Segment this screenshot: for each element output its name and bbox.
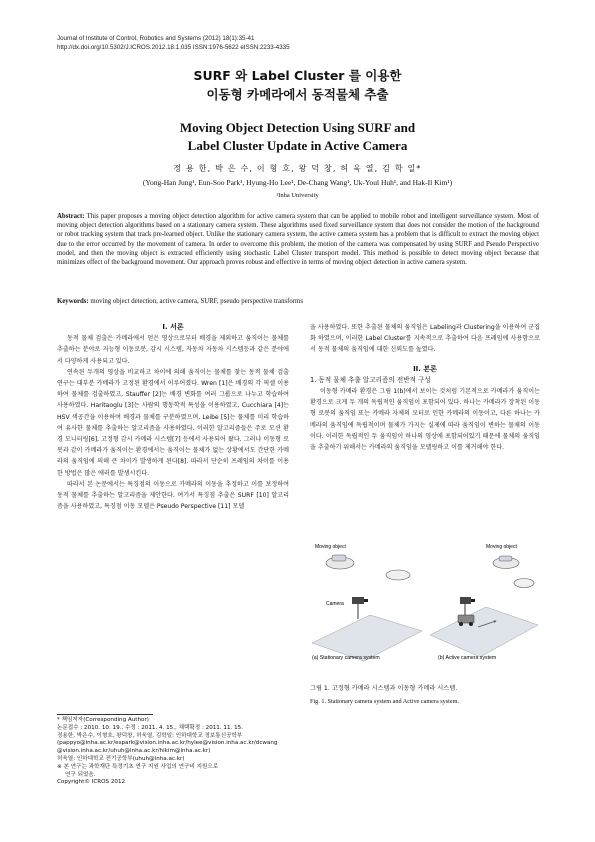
abstract-label: Abstract: — [57, 213, 85, 220]
intro-paragraph-2: 연속된 두개의 영상을 비교하고 차이에 의해 움직이는 물체를 찾는 동적 물체 검출 연구는 대부분 카메라가 고정된 환경에서 이루어졌다. Wren [1]은 배경의 각 픽셀 이용하여 물체를 검출하였고, Stauffer [2]는 배경 변화를 여러 그룹으로 나누고 학습하여 사용하였다. Haritaoglu [3]는 사람의 행동학적 특성을 이용하였고, Cucchiara [4]는 HSV 색공간을 이용하여 배경과 물체를 구분하였으며, Leibe [5]는 물체를 미리 학습하여 유사한 물체를 추출하는 알고리즘을 사용하였다. 이러한 알고리즘들은 주로 모션 환경 모니터링[6], 고정형 감시 카메라 시스템[7] 등에서 사용되어 왔다. 그러나 이동형 로봇과 같이 카메라가 움직이는 환경에서는 움직이는 물체가 없는 상황에서도 간단한 카메라의 움직임에 의해 큰 차이가 발생하게 된다[8]. 따라서 단순히 프레임의 차이를 이용한 방법은 많은 에러를 발생시킨다. — [57, 368, 289, 477]
intro-paragraph-continued: 을 사용하였다. 또한 추출된 물체의 움직임은 Labeling과 Clustering을 이용하여 군집화 하였으며, 이러한 Label Cluster를 지속적으로 추출하여 다음 프레임에 사용함으로서 동적 물체의 움직임에 대한 신뢰도를 높였다. — [310, 324, 540, 354]
footnote-affiliation: 정용한, 박은수, 이형호, 왕덕창, 허욱열, 김학일: 인하대학교 정보통신공학부 — [57, 732, 243, 739]
moving-object-label-right: Moving object — [486, 544, 517, 550]
english-title-line-2: Label Cluster Update in Active Camera — [187, 138, 408, 153]
figure-caption-label: Fig. 1. — [310, 698, 326, 705]
figure-caption-text: Stationary camera system and Active camera system. — [327, 698, 459, 705]
figure-panel-active — [430, 544, 538, 661]
footnote-funding-2: 연구 되었음. — [65, 771, 96, 778]
subsection-heading: 1. 동적 물체 추출 알고리즘의 전반적 구성 — [310, 375, 431, 384]
intro-paragraph-1: 동적 물체 검출은 카메라에서 얻은 영상으로부터 배경을 제외하고 움직이는 물체를 추출하는 분야로 지능형 이동로봇, 감시 시스템, 자동차 자동차 시스템등과 같은 분야에서 다양하게 사용되고 있다. — [57, 335, 289, 365]
camera-icon — [352, 597, 368, 619]
car-icon — [514, 579, 534, 588]
authors-korean: 정 용 한, 박 은 수, 이 형 호, 왕 덕 창, 허 욱 열, 김 학 일* — [173, 164, 422, 173]
body-paragraph-1: 이동형 카메라 환경은 그림 1(b)에서 보이는 것처럼 기본적으로 카메라가 움직이는 환경으로 크게 두 개의 독립적인 움직임이 포함되어 있다. 하나는 카메라가 장착된 이동형 로봇의 움직임 또는 카메라 자체의 모터로 인한 카메라의 이동이고, 다른 하나는 카메라의 움직임에 독립적이며 물체가 가지는 실제에 따라 움직임이 변하는 물체의 이동이다. 이러한 독립적인 두 움직임이 하나의 영상에 포함되어있기 때문에 물체의 움직임을 추출하기 위해서는 카메라의 움직임을 모델링하고 이를 제거해야 한다. — [310, 388, 540, 452]
car-roof-icon — [332, 555, 346, 561]
footnote-emails-1: (pappyo@inha.ac.kr/espark@vision.inha.ac.kr/hylee@vision.inha.ac.kr/dcwang — [57, 740, 278, 747]
footnote-funding-1: ※ 본 연구는 과학재단 특정기초 연구 지원 사업의 연구비 지원으로 — [57, 763, 219, 770]
authors-english: (Yong-Han Jung¹, Eun-Soo Park¹, Hyung-Ho Lee¹, De-Chang Wang¹, Uk-Youl Huh¹, and Hak-Il Kim¹) — [142, 178, 453, 187]
camera-icon — [460, 597, 475, 615]
panel-b-label: (b) Active camera system — [438, 655, 497, 661]
car-icon — [386, 570, 410, 580]
car-roof-icon — [499, 556, 512, 561]
figure-panel-stationary — [312, 544, 422, 661]
doi-line: http://dx.doi.org/10.5302/J.ICROS.2012.18.1.035 ISSN:1976-5622 eISSN:2233-4335 — [57, 44, 290, 51]
section-introduction-heading: I. 서론 — [162, 323, 184, 331]
panel-a-label: (a) Stationary camera system — [312, 655, 380, 661]
copyright: Copyright© ICROS 2012 — [57, 779, 126, 786]
english-title-line-1: Moving Object Detection Using SURF and — [179, 120, 416, 135]
journal-header — [57, 34, 290, 52]
moving-object-label-left: Moving object — [315, 544, 346, 550]
abstract-text: This paper proposes a moving object detection algorithm for active camera system that can be applied to mobile robot and intelligent surveillance system. Most of moving object detection algorithms based on a stationary camera system. These algorithms used fixed surveillance system that does not consider the motion of the background or robot tracking system that track pre-learned object. Unlike the stationary camera system, the active camera system has a problem that is difficult to extract the moving object due to the error occurred by the movement of camera. In order to overcome this problem, the motion of the camera was compensated by using SURF and Pseudo Perspective model, and then the moving object is extracted efficiently using stochastic Label Cluster transport model. This method is possible to detect moving object because that minimizes effect of the background movement. Our approach proves robust and effective in terms of moving object detection in active camera system. — [57, 213, 539, 267]
footnote-dates: 논문접수 : 2010. 10. 19., 수정 : 2011. 4. 15., 채택확정 : 2011. 11. 15. — [57, 724, 243, 731]
right-column — [310, 322, 540, 453]
figure-caption-english — [310, 697, 459, 707]
figure-caption-korean: 그림 1. 고정형 카메라 시스템과 이동형 카메라 시스템. — [310, 685, 458, 692]
journal-citation: Journal of Institute of Control, Robotics and Systems (2012) 18(1):35-41 — [57, 35, 255, 42]
corresponding-author-note: * 책임저자(Corresponding Author) — [57, 717, 149, 723]
figure-1 — [310, 535, 540, 665]
footnote-divider — [57, 714, 153, 715]
abstract — [57, 212, 539, 267]
footnote-affiliation-2: 허욱열: 인하대학교 전기공학부(uhuh@inha.ac.kr) — [57, 755, 185, 762]
camera-label: Camera — [326, 601, 344, 607]
section-body-heading: II. 본론 — [413, 364, 437, 373]
korean-title-line-2: 이동형 카메라에서 동적물체 추출 — [206, 87, 389, 102]
keywords-label: Keywords: — [57, 298, 89, 305]
keywords-text: moving object detection, active camera, SURF, pseudo perspective transforms — [90, 298, 303, 305]
korean-title-line-1: SURF 와 Label Cluster 를 이용한 — [193, 68, 402, 83]
ground-plane-right — [430, 607, 538, 657]
intro-paragraph-3: 따라서 본 논문에서는 특징점의 이동으로 카메라의 이동을 추정하고 이를 보정하여 동적 물체를 추출하는 알고리즘을 제안한다. 여기서 특징점 추출은 SURF [10] 알고리즘을 사용하였고, 특징점 이동 모델은 Pseudo Perspective [11] 모델 — [57, 480, 289, 511]
left-column — [57, 322, 289, 512]
footnotes — [57, 717, 297, 787]
affiliation: ¹Inha University — [276, 192, 319, 199]
footnote-emails-2: @vision.inha.ac.kr/uhuh@inha.ac.kr/hikim@inha.ac.kr) — [57, 748, 211, 755]
keywords — [57, 297, 539, 306]
